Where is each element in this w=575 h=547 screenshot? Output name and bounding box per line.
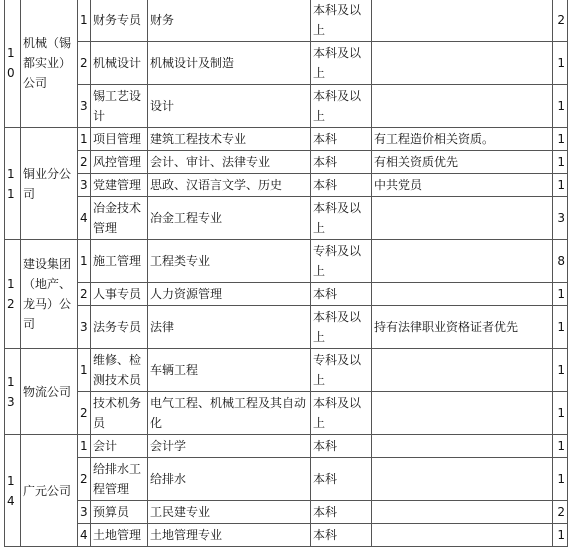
other-requirement (372, 197, 553, 240)
major-requirement: 给排水 (148, 458, 311, 501)
position-name: 党建管理 (91, 174, 148, 197)
position-name: 冶金技术管理 (91, 197, 148, 240)
headcount: 1 (553, 85, 568, 128)
row-index: 3 (78, 174, 91, 197)
row-index: 1 (78, 128, 91, 151)
major-requirement: 机械设计及制造 (148, 42, 311, 85)
headcount: 1 (553, 435, 568, 458)
row-index: 1 (78, 0, 91, 42)
degree-requirement: 专科及以上 (311, 240, 372, 283)
other-requirement (372, 0, 553, 42)
headcount: 1 (553, 174, 568, 197)
major-requirement: 冶金工程专业 (148, 197, 311, 240)
row-index: 3 (78, 501, 91, 524)
position-name: 锡工艺设计 (91, 85, 148, 128)
table-row (5, 240, 568, 283)
headcount: 1 (553, 349, 568, 392)
other-requirement: 持有法律职业资格证者优先 (372, 306, 553, 349)
major-requirement: 财务 (148, 0, 311, 42)
table-row (5, 306, 568, 349)
degree-requirement: 本科 (311, 151, 372, 174)
position-name: 人事专员 (91, 283, 148, 306)
degree-requirement: 本科 (311, 128, 372, 151)
degree-requirement: 本科及以上 (311, 0, 372, 42)
headcount: 1 (553, 306, 568, 349)
table-row (5, 283, 568, 306)
headcount: 1 (553, 283, 568, 306)
position-name: 土地管理 (91, 524, 148, 547)
row-index: 1 (78, 435, 91, 458)
headcount: 1 (553, 392, 568, 435)
degree-requirement: 本科及以上 (311, 306, 372, 349)
major-requirement: 会计、审计、法律专业 (148, 151, 311, 174)
headcount: 1 (553, 458, 568, 501)
degree-requirement: 本科 (311, 524, 372, 547)
recruitment-table (4, 0, 568, 547)
company-name: 建设集团（地产、龙马）公司 (21, 240, 78, 349)
headcount: 1 (553, 128, 568, 151)
position-name: 预算员 (91, 501, 148, 524)
degree-requirement: 本科及以上 (311, 197, 372, 240)
table-row (5, 85, 568, 128)
position-name: 风控管理 (91, 151, 148, 174)
group-number: 11 (5, 128, 21, 240)
row-index: 2 (78, 458, 91, 501)
position-name: 项目管理 (91, 128, 148, 151)
other-requirement: 中共党员 (372, 174, 553, 197)
group-number: 12 (5, 240, 21, 349)
table-body (5, 0, 568, 547)
other-requirement: 有工程造价相关资质。 (372, 128, 553, 151)
company-name: 铜业分公司 (21, 128, 78, 240)
row-index: 3 (78, 306, 91, 349)
headcount: 1 (553, 42, 568, 85)
major-requirement: 车辆工程 (148, 349, 311, 392)
group-number: 14 (5, 435, 21, 547)
degree-requirement: 本科 (311, 283, 372, 306)
position-name: 财务专员 (91, 0, 148, 42)
table-row (5, 392, 568, 435)
headcount: 2 (553, 501, 568, 524)
table-row (5, 458, 568, 501)
position-name: 维修、检测技术员 (91, 349, 148, 392)
headcount: 1 (553, 151, 568, 174)
headcount: 3 (553, 197, 568, 240)
other-requirement (372, 85, 553, 128)
headcount: 2 (553, 0, 568, 42)
degree-requirement: 本科 (311, 435, 372, 458)
company-name: 机械（锡都实业）公司 (21, 0, 78, 128)
row-index: 1 (78, 240, 91, 283)
row-index: 2 (78, 151, 91, 174)
company-name: 物流公司 (21, 349, 78, 435)
major-requirement: 建筑工程技术专业 (148, 128, 311, 151)
major-requirement: 思政、汉语言文学、历史 (148, 174, 311, 197)
degree-requirement: 本科及以上 (311, 42, 372, 85)
other-requirement (372, 240, 553, 283)
other-requirement (372, 42, 553, 85)
degree-requirement: 本科 (311, 458, 372, 501)
major-requirement: 土地管理专业 (148, 524, 311, 547)
degree-requirement: 本科 (311, 174, 372, 197)
row-index: 3 (78, 85, 91, 128)
group-number: 10 (5, 0, 21, 128)
other-requirement (372, 524, 553, 547)
position-name: 给排水工程管理 (91, 458, 148, 501)
degree-requirement: 本科及以上 (311, 85, 372, 128)
position-name: 机械设计 (91, 42, 148, 85)
table-row (5, 128, 568, 151)
other-requirement (372, 501, 553, 524)
major-requirement: 工民建专业 (148, 501, 311, 524)
row-index: 2 (78, 392, 91, 435)
row-index: 4 (78, 524, 91, 547)
table-row (5, 524, 568, 547)
major-requirement: 会计学 (148, 435, 311, 458)
table-row (5, 197, 568, 240)
other-requirement (372, 435, 553, 458)
table-row (5, 42, 568, 85)
company-name: 广元公司 (21, 435, 78, 547)
major-requirement: 电气工程、机械工程及其自动化 (148, 392, 311, 435)
other-requirement (372, 458, 553, 501)
group-number: 13 (5, 349, 21, 435)
major-requirement: 法律 (148, 306, 311, 349)
other-requirement: 有相关资质优先 (372, 151, 553, 174)
position-name: 会计 (91, 435, 148, 458)
major-requirement: 设计 (148, 85, 311, 128)
degree-requirement: 本科 (311, 501, 372, 524)
position-name: 施工管理 (91, 240, 148, 283)
other-requirement (372, 349, 553, 392)
major-requirement: 工程类专业 (148, 240, 311, 283)
row-index: 1 (78, 349, 91, 392)
degree-requirement: 专科及以上 (311, 349, 372, 392)
other-requirement (372, 283, 553, 306)
table-row (5, 0, 568, 42)
headcount: 1 (553, 524, 568, 547)
table-row (5, 151, 568, 174)
degree-requirement: 本科及以上 (311, 392, 372, 435)
major-requirement: 人力资源管理 (148, 283, 311, 306)
table-row (5, 349, 568, 392)
table-row (5, 174, 568, 197)
other-requirement (372, 392, 553, 435)
table-row (5, 435, 568, 458)
position-name: 法务专员 (91, 306, 148, 349)
headcount: 8 (553, 240, 568, 283)
row-index: 4 (78, 197, 91, 240)
position-name: 技术机务员 (91, 392, 148, 435)
row-index: 2 (78, 42, 91, 85)
table-row (5, 501, 568, 524)
row-index: 2 (78, 283, 91, 306)
